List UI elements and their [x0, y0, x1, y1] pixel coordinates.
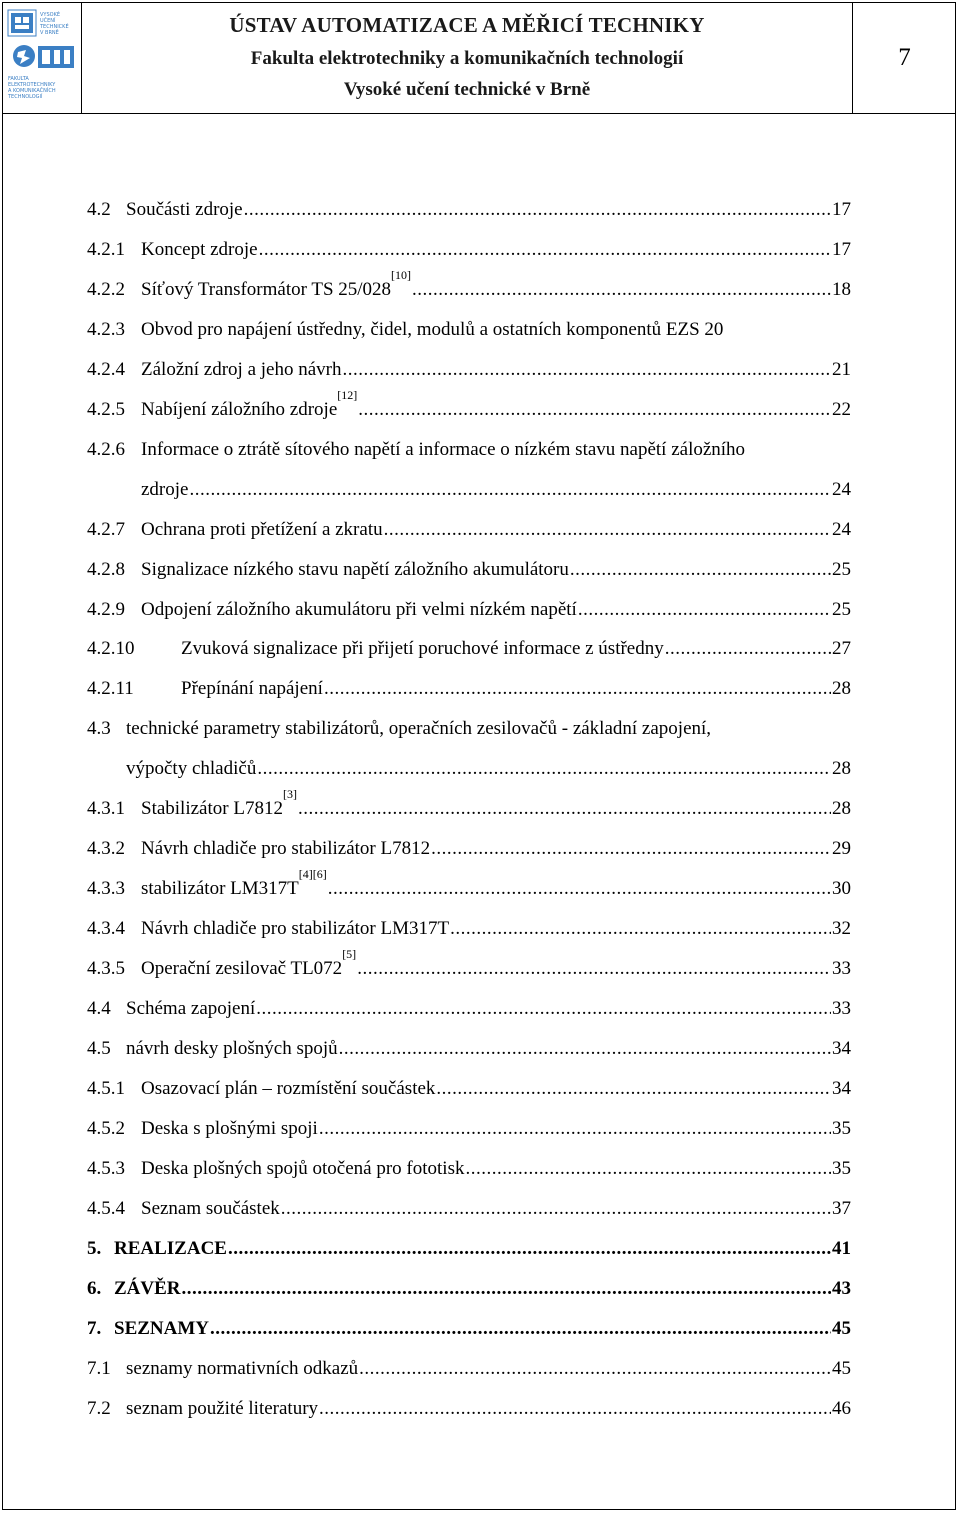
toc-entry-title: Seznam součástek	[141, 1197, 280, 1219]
toc-entry-page: 28	[832, 678, 851, 700]
toc-entry-number: 4.3.4	[87, 918, 125, 940]
toc-entry-page: 30	[832, 878, 851, 900]
toc-entry-number: 4.2.2	[87, 278, 125, 300]
svg-text:A KOMUNIKAČNÍCH: A KOMUNIKAČNÍCH	[8, 88, 56, 94]
toc-entry-title: Záložní zdroj a jeho návrh	[141, 358, 342, 380]
toc-entry[interactable]	[87, 475, 851, 505]
toc-entry-leader	[431, 834, 831, 864]
svg-text:VYSOKÉ: VYSOKÉ	[40, 12, 61, 18]
toc-entry-title: Zvuková signalizace při přijetí poruchové informace z ústředny	[181, 638, 664, 660]
toc-entry-page: 32	[832, 918, 851, 940]
toc-entry-title: Přepínání napájení	[181, 678, 323, 700]
toc-entry[interactable]	[87, 1154, 851, 1184]
toc-entry[interactable]	[87, 787, 851, 824]
toc-entry-page: 29	[832, 838, 851, 860]
toc-entry[interactable]	[87, 1314, 851, 1344]
toc-entry-leader	[328, 874, 831, 904]
toc-entry-leader	[436, 1074, 831, 1104]
toc-entry[interactable]	[87, 1034, 851, 1064]
toc-entry-page: 18	[832, 278, 851, 300]
toc-entry-number: 4.2.10	[87, 638, 135, 660]
toc-entry-page: 35	[832, 1157, 851, 1179]
toc-entry-number: 7.1	[87, 1357, 111, 1379]
toc-entry-number: 4.2.7	[87, 518, 125, 540]
toc-entry-number: 4.2.9	[87, 598, 125, 620]
toc-entry-number: 4.5.2	[87, 1117, 125, 1139]
university-title: Vysoké učení technické v Brně	[343, 79, 591, 100]
toc-entry-leader	[358, 395, 831, 425]
toc-entry-leader	[256, 994, 831, 1024]
toc-entry-number: 4.3	[87, 718, 111, 740]
toc-entry-leader	[259, 235, 831, 265]
toc-entry-number: 4.2.1	[87, 238, 125, 260]
toc-entry[interactable]	[87, 867, 851, 904]
toc-entry-title: Ochrana proti přetížení a zkratu	[141, 518, 383, 540]
toc-entry[interactable]	[87, 267, 851, 305]
toc-entry-number: 4.3.5	[87, 958, 125, 980]
toc-entry-leader	[359, 1354, 831, 1384]
toc-entry-title: Součásti zdroje	[126, 199, 243, 220]
toc-entry-number: 4.2.5	[87, 398, 125, 420]
toc-entry-page: 34	[832, 1037, 851, 1059]
toc-entry-number: 4.5	[87, 1037, 111, 1059]
toc-entry-leader	[228, 1234, 831, 1264]
toc-entry-number: 4.2.4	[87, 358, 125, 380]
institute-title: ÚSTAV AUTOMATIZACE A MĚŘICÍ TECHNIKY	[229, 13, 705, 37]
toc-entry-leader	[384, 515, 831, 545]
toc-entry[interactable]	[87, 834, 851, 864]
toc-entry-number: 4.2.6	[87, 438, 125, 460]
toc-entry[interactable]	[87, 1074, 851, 1104]
svg-text:TECHNICKÉ: TECHNICKÉ	[40, 24, 69, 30]
toc-entry-page: 33	[832, 998, 851, 1019]
toc-entry-number: 4.3.1	[87, 798, 125, 820]
toc-entry-leader	[281, 1194, 831, 1224]
toc-entry[interactable]	[87, 595, 851, 625]
toc-entry-page: 27	[832, 638, 851, 660]
toc-entry[interactable]	[87, 235, 851, 265]
toc-entry-title: zdroje	[141, 478, 189, 500]
toc-entry-leader	[257, 754, 831, 784]
toc-entry-title: Informace o ztrátě sítového napětí a informace o nízkém stavu napětí záložního	[141, 438, 746, 460]
toc-entry-title: Návrh chladiče pro stabilizátor LM317T	[141, 918, 450, 940]
toc-entry[interactable]	[87, 1394, 851, 1424]
toc-entry-title: Schéma zapojení	[126, 998, 256, 1019]
toc-entry[interactable]	[87, 1234, 851, 1264]
toc-entry-title: stabilizátor LM317T	[141, 878, 299, 900]
toc-entry-title: Nabíjení záložního zdroje	[141, 398, 338, 420]
toc-entry-page: 37	[832, 1197, 851, 1219]
toc-entry-page: 22	[832, 398, 851, 420]
toc-entry-title: technické parametry stabilizátorů, operačních zesilovačů - základní zapojení,	[126, 718, 712, 740]
toc-entry[interactable]	[87, 195, 851, 225]
toc-entry-citation: [3]	[282, 787, 297, 802]
toc-entry-title: Deska plošných spojů otočená pro fototisk	[141, 1157, 465, 1179]
toc-entry-page: 17	[832, 199, 851, 220]
toc-entry[interactable]	[87, 1114, 851, 1144]
faculty-logo	[2, 2, 82, 113]
toc-entry[interactable]	[87, 1274, 851, 1304]
toc-entry-number: 4.2	[87, 199, 111, 220]
toc-entry[interactable]	[87, 914, 851, 944]
page-number: 7	[852, 2, 956, 113]
toc-entry[interactable]	[87, 634, 851, 664]
page-header	[2, 2, 956, 114]
toc-entry-title: Stabilizátor L7812	[141, 798, 283, 820]
toc-entry-number: 7.2	[87, 1397, 111, 1419]
toc-entry[interactable]	[87, 435, 851, 465]
toc-entry-citation: [12]	[337, 387, 358, 402]
toc-entry-title: Návrh chladiče pro stabilizátor L7812	[141, 838, 431, 860]
toc-entry-number: 6.	[87, 1277, 102, 1299]
toc-entry[interactable]	[87, 754, 851, 784]
toc-entry-leader	[357, 954, 831, 984]
toc-entry-leader	[339, 1034, 831, 1064]
toc-entry-leader	[570, 555, 831, 585]
toc-entry-page: 33	[832, 958, 851, 980]
toc-entry-title: Síťový Transformátor TS 25/028	[141, 278, 392, 300]
toc-entry-citation: [4][6]	[298, 867, 327, 882]
vut-logo-icon	[2, 2, 81, 113]
toc-entry-title: ZÁVĚR	[114, 1277, 181, 1299]
toc-entry-title: Osazovací plán – rozmístění součástek	[141, 1077, 436, 1099]
toc-entry-page: 43	[832, 1277, 851, 1299]
toc-entry-leader	[244, 195, 831, 225]
toc-entry-number: 4.2.8	[87, 558, 125, 580]
toc-entry-page: 45	[832, 1317, 851, 1339]
toc-entry-page: 28	[832, 758, 851, 780]
toc-entry-title: návrh desky plošných spojů	[126, 1037, 338, 1059]
toc-entry[interactable]	[87, 1354, 851, 1384]
toc-entry-number: 4.3.3	[87, 878, 125, 900]
svg-text:ELEKTROTECHNIKY: ELEKTROTECHNIKY	[8, 82, 56, 88]
toc-entry-leader	[324, 674, 831, 704]
toc-entry[interactable]	[87, 515, 851, 545]
toc-entry-number: 4.5.3	[87, 1157, 125, 1179]
toc-entry-title: Operační zesilovač TL072	[141, 958, 343, 980]
toc-entry-title: REALIZACE	[114, 1237, 227, 1259]
toc-entry[interactable]	[87, 387, 851, 425]
toc-entry-leader	[578, 595, 831, 625]
toc-entry-page: 41	[832, 1237, 851, 1259]
toc-entry-title: Obvod pro napájení ústředny, čidel, modulů a ostatních komponentů EZS 20	[141, 318, 724, 340]
toc-entry-number: 7.	[87, 1317, 102, 1339]
toc-entry-number: 5.	[87, 1237, 102, 1259]
toc-entry-number	[87, 475, 141, 505]
toc-entry-page: 24	[832, 478, 851, 500]
toc-entry-title: seznam použité literatury	[126, 1397, 319, 1419]
toc-entry-page: 25	[832, 558, 851, 580]
toc-entry[interactable]	[87, 315, 851, 345]
toc-entry-number: 4.2.11	[87, 678, 134, 700]
svg-text:TECHNOLOGIÍ: TECHNOLOGIÍ	[8, 94, 43, 100]
toc-entry[interactable]	[87, 555, 851, 585]
svg-text:UČENÍ: UČENÍ	[40, 18, 56, 24]
toc-entry[interactable]	[87, 714, 851, 744]
toc-entry-page: 24	[832, 518, 851, 540]
toc-entry-citation: [5]	[342, 947, 357, 962]
toc-entry[interactable]	[87, 994, 851, 1024]
toc-entry-citation: [10]	[391, 267, 412, 282]
toc-entry-page: 25	[832, 598, 851, 620]
toc-entry-leader	[319, 1114, 831, 1144]
toc-entry-title: SEZNAMY	[114, 1317, 210, 1339]
toc-entry-title: Deska s plošnými spoji	[141, 1117, 318, 1139]
toc-entry-leader	[665, 634, 831, 664]
toc-entry-leader	[412, 275, 831, 305]
toc-entry-page: 45	[832, 1357, 851, 1379]
toc-entry-page: 21	[832, 358, 851, 380]
toc-entry-leader	[189, 475, 831, 505]
toc-entry-number	[87, 754, 126, 784]
toc-entry[interactable]	[87, 947, 851, 984]
toc-entry-title: Koncept zdroje	[141, 238, 258, 260]
toc-entry[interactable]	[87, 674, 851, 704]
toc-entry-title: výpočty chladičů	[126, 758, 257, 780]
toc-entry-number: 4.5.4	[87, 1197, 125, 1219]
faculty-title: Fakulta elektrotechniky a komunikačních technologií	[250, 48, 684, 69]
toc-entry-leader	[298, 794, 831, 824]
toc-entry-leader	[319, 1394, 831, 1424]
toc-entry-leader	[182, 1274, 831, 1304]
toc-entry-page: 34	[832, 1077, 851, 1099]
toc-entry-leader	[465, 1154, 831, 1184]
toc-entry-number: 4.3.2	[87, 838, 125, 860]
toc-entry-leader	[210, 1314, 831, 1344]
toc-entry-number: 4.5.1	[87, 1077, 125, 1099]
toc-entry[interactable]	[87, 355, 851, 385]
toc-entry[interactable]	[87, 1194, 851, 1224]
toc-entry-page: 35	[832, 1117, 851, 1139]
toc-entry-number: 4.2.3	[87, 318, 125, 340]
toc-entry-title: Odpojení záložního akumulátoru při velmi nízkém napětí	[141, 598, 577, 620]
svg-text:V BRNĚ: V BRNĚ	[40, 30, 59, 36]
toc-entry-title: seznamy normativních odkazů	[126, 1357, 359, 1379]
toc-entry-leader	[342, 355, 831, 385]
svg-text:FAKULTA: FAKULTA	[8, 76, 29, 82]
toc-entry-leader	[450, 914, 831, 944]
toc-entry-page: 46	[832, 1397, 851, 1419]
toc-entry-page: 28	[832, 798, 851, 820]
toc-entry-page: 17	[832, 238, 851, 260]
toc-entry-title: Signalizace nízkého stavu napětí záložního akumulátoru	[141, 558, 569, 580]
toc-entry-number: 4.4	[87, 998, 111, 1019]
